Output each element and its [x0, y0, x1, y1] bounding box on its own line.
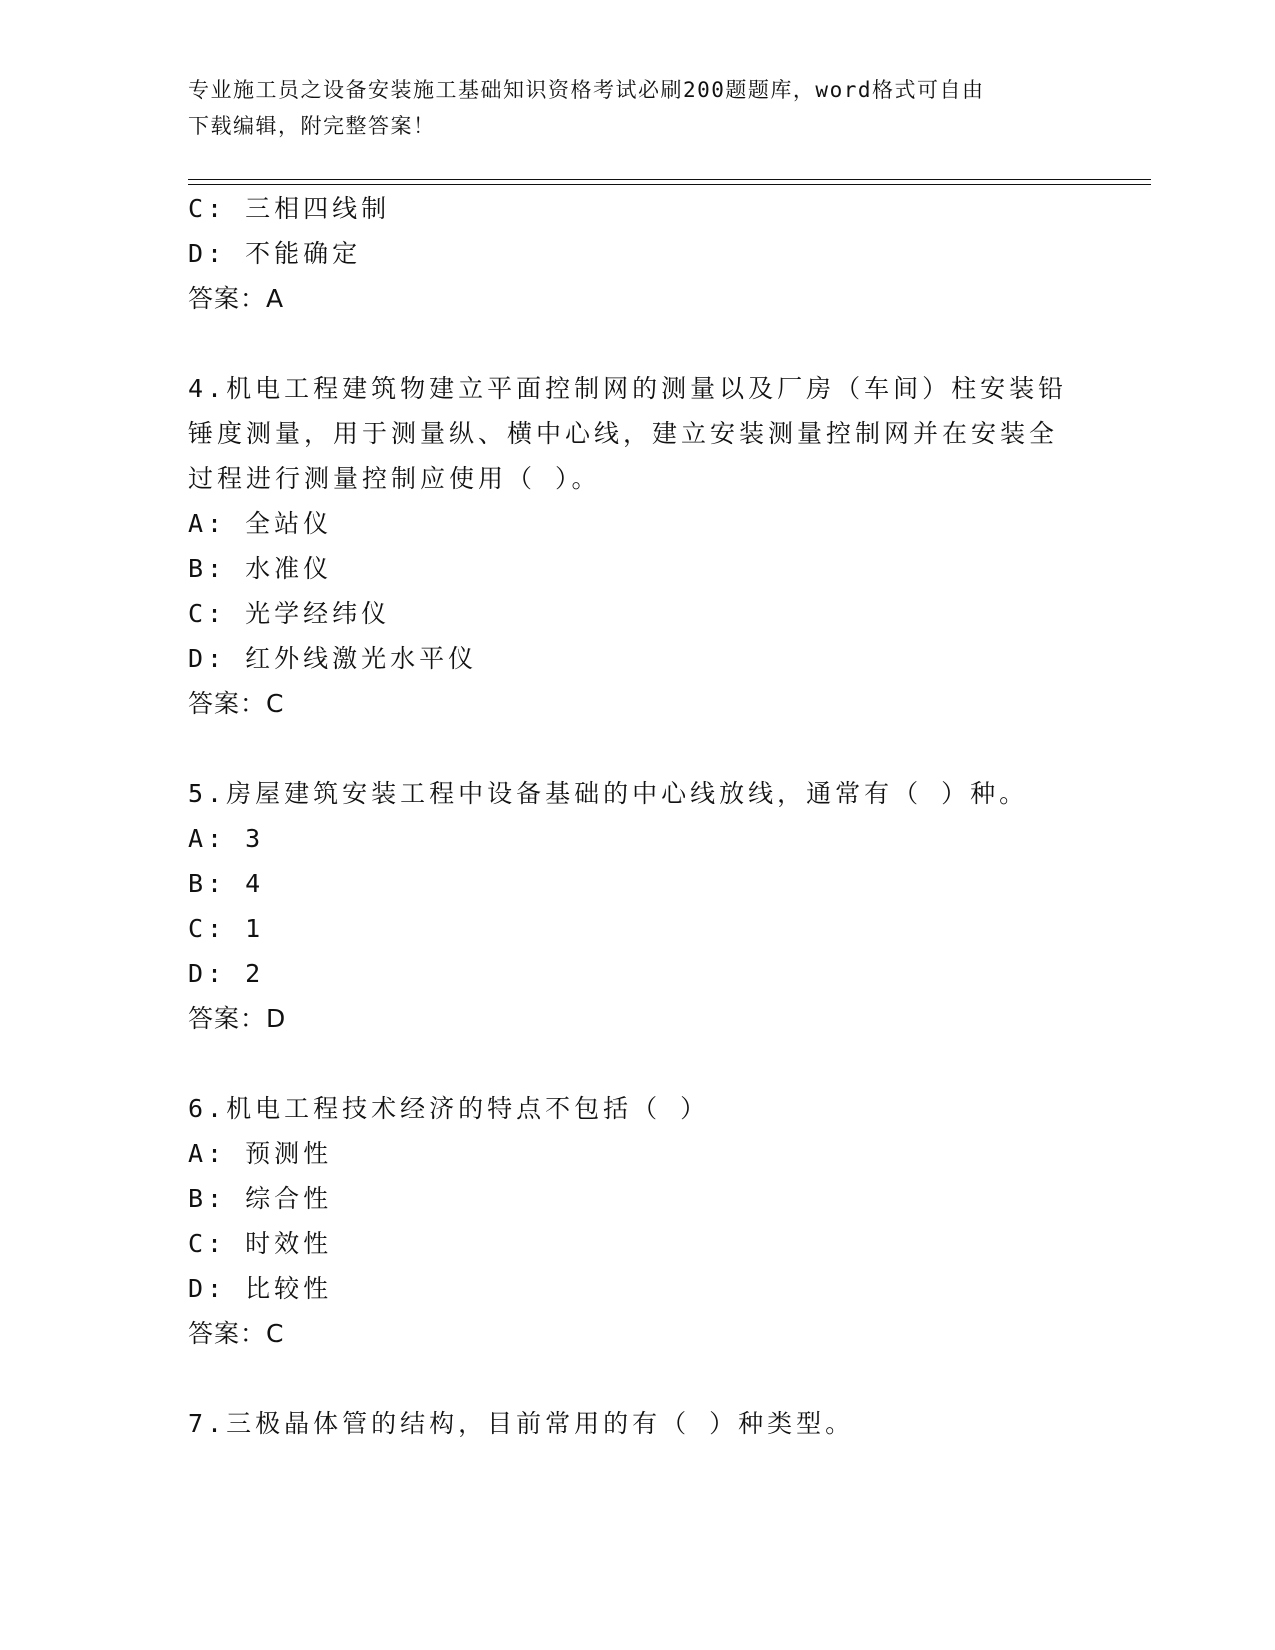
q4-stem-line-1: 4.机电工程建筑物建立平面控制网的测量以及厂房（车间）柱安装铅	[188, 374, 1068, 403]
q5-option-b: B: 4	[188, 869, 265, 898]
header-rule-bottom	[188, 184, 1151, 185]
q4-option-a: A: 全站仪	[188, 509, 333, 538]
q6-stem: 6.机电工程技术经济的特点不包括（ ）	[188, 1094, 710, 1123]
q3-answer: 答案：A	[188, 284, 285, 313]
q4-stem-line-3: 过程进行测量控制应使用（ ）。	[188, 464, 601, 493]
q4-option-b: B: 水准仪	[188, 554, 333, 583]
q4-stem-line-2: 锤度测量，用于测量纵、横中心线，建立安装测量控制网并在安装全	[188, 419, 1059, 448]
q5-stem: 5.房屋建筑安装工程中设备基础的中心线放线，通常有（ ）种。	[188, 779, 1029, 808]
q7-stem: 7.三极晶体管的结构，目前常用的有（ ）种类型。	[188, 1409, 855, 1438]
q6-option-d: D: 比较性	[188, 1274, 333, 1303]
header-rule-top	[188, 179, 1151, 180]
document-header	[188, 72, 1088, 144]
q4-option-c: C: 光学经纬仪	[188, 599, 391, 628]
q4-answer: 答案：C	[188, 689, 285, 718]
q5-option-d: D: 2	[188, 959, 265, 988]
q5-option-a: A: 3	[188, 824, 265, 853]
header-line-1: 专业施工员之设备安装施工基础知识资格考试必刷200题题库，word格式可自由	[188, 78, 985, 102]
q5-option-c: C: 1	[188, 914, 265, 943]
q3-option-d: D: 不能确定	[188, 239, 362, 268]
q6-option-b: B: 综合性	[188, 1184, 333, 1213]
q3-option-c: C: 三相四线制	[188, 194, 391, 223]
q5-answer: 答案：D	[188, 1004, 287, 1033]
q6-answer: 答案：C	[188, 1319, 285, 1348]
q6-option-c: C: 时效性	[188, 1229, 333, 1258]
q6-option-a: A: 预测性	[188, 1139, 333, 1168]
q4-option-d: D: 红外线激光水平仪	[188, 644, 478, 673]
header-line-2: 下载编辑，附完整答案！	[188, 114, 436, 138]
